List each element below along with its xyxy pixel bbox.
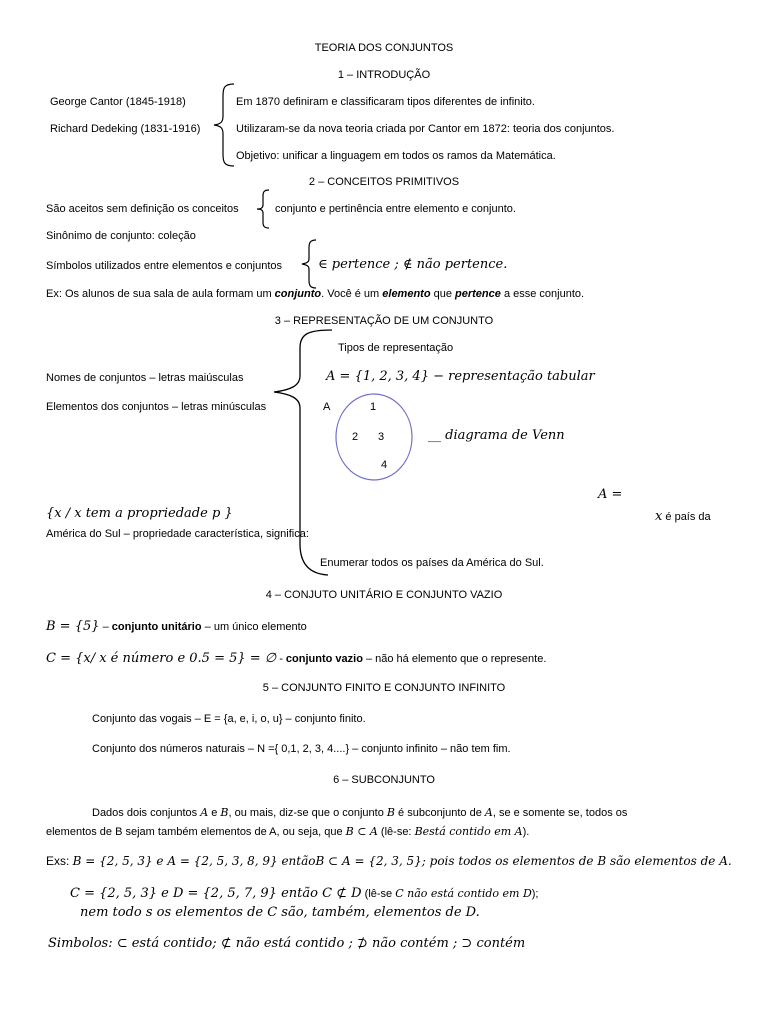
intro-line-1: Em 1870 definiram e classificaram tipos diferentes de infinito. — [236, 96, 535, 108]
venn-element-3: 3 — [378, 431, 385, 443]
subset-example-2: C = {2, 5, 3} e D = {2, 5, 7, 9} então C ⊄ D (lê-se C não está contido em D); — [70, 886, 539, 901]
document-title: TEORIA DOS CONJUNTOS — [314, 42, 454, 54]
synonym-line: Sinônimo de conjunto: coleção — [46, 230, 196, 242]
intro-brace — [212, 82, 236, 168]
intro-line-2: Utilizaram-se da nova teoria criada por Cantor em 1872: teoria dos conjuntos. — [236, 123, 615, 135]
example-sentence: Ex: Os alunos de sua sala de aula formam um conjunto. Você é um elemento que pertence a esse conjunto. — [46, 288, 585, 300]
dedeking-label: Richard Dedeking (1831-1916) — [50, 123, 201, 135]
country-condition: x é país da — [655, 509, 711, 524]
venn-set-label: A — [323, 401, 331, 413]
empty-set-line: C = {x/ x é número e 0.5 = 5} = ∅ - conjunto vazio – não há elemento que o represente. — [46, 651, 547, 666]
venn-element-1: 1 — [370, 401, 377, 413]
subset-example-1: Exs: B = {2, 5, 3} e A = {2, 5, 3, 8, 9} entãoB ⊂ A = {2, 3, 5}; pois todos os elementos de B são elementos de A. — [46, 854, 732, 868]
section-6-heading: 6 – SUBCONJUNTO — [333, 774, 435, 786]
subset-definition-line-2: elementos de B sejam também elementos de A, ou seja, que B ⊂ A (lê-se: Bestá contido em A). — [46, 825, 530, 838]
section-5-heading: 5 – CONJUNTO FINITO E CONJUNTO INFINITO — [262, 682, 506, 694]
property-notation: {x / x tem a propriedade p } — [46, 506, 233, 521]
set-names-rule: Nomes de conjuntos – letras maiúsculas — [46, 372, 244, 384]
intro-line-3: Objetivo: unificar a linguagem em todos os ramos da Matemática. — [236, 150, 556, 162]
section-4-heading: 4 – CONJUTO UNITÁRIO E CONJUNTO VAZIO — [265, 589, 503, 601]
accepted-concepts-right: conjunto e pertinência entre elemento e conjunto. — [275, 203, 516, 215]
subset-definition-line-1: Dados dois conjuntos A e B, ou mais, diz-se que o conjunto B é subconjunto de A, se e somente se, todos os — [92, 806, 628, 819]
enumerate-countries: Enumerar todos os países da América do Sul. — [320, 557, 544, 569]
venn-caption: __ diagrama de Venn — [428, 428, 565, 443]
representation-types: Tipos de representação — [338, 342, 454, 354]
subset-example-2-note: nem todo s os elementos de C são, também, elementos de D. — [80, 905, 480, 920]
symbols-label: Símbolos utilizados entre elementos e conjuntos — [46, 260, 283, 272]
cantor-label: George Cantor (1845-1918) — [50, 96, 186, 108]
symbols-legend: Simbolos: ⊂ está contido; ⊄ não está contido ; ⊅ não contém ; ⊃ contém — [48, 936, 526, 951]
section-1-heading: 1 – INTRODUÇÃO — [337, 69, 431, 81]
tabular-representation: A = {1, 2, 3, 4} − representação tabular — [326, 369, 595, 384]
symbols-math: ∈ pertence ; ∉ não pertence. — [318, 257, 508, 272]
section-3-heading: 3 – REPRESENTAÇÃO DE UM CONJUNTO — [274, 315, 494, 327]
section-2-heading: 2 – CONCEITOS PRIMITIVOS — [308, 176, 460, 188]
elements-rule: Elementos dos conjuntos – letras minúsculas — [46, 401, 267, 413]
set-a-equals: A = — [598, 487, 623, 502]
characteristic-property: América do Sul – propriedade característica, significa: — [46, 528, 309, 540]
venn-element-2: 2 — [352, 431, 359, 443]
concepts-brace — [255, 188, 271, 230]
naturals-set: Conjunto dos números naturais – N ={ 0,1, 2, 3, 4....} – conjunto infinito – não tem fim. — [92, 743, 511, 755]
unit-set-line: B = {5} – conjunto unitário – um único elemento — [46, 619, 307, 634]
vowels-set: Conjunto das vogais – E = {a, e, i, o, u} – conjunto finito. — [92, 713, 366, 725]
accepted-concepts: São aceitos sem definição os conceitos — [46, 203, 239, 215]
venn-element-4: 4 — [381, 459, 388, 471]
symbols-brace — [300, 238, 318, 290]
